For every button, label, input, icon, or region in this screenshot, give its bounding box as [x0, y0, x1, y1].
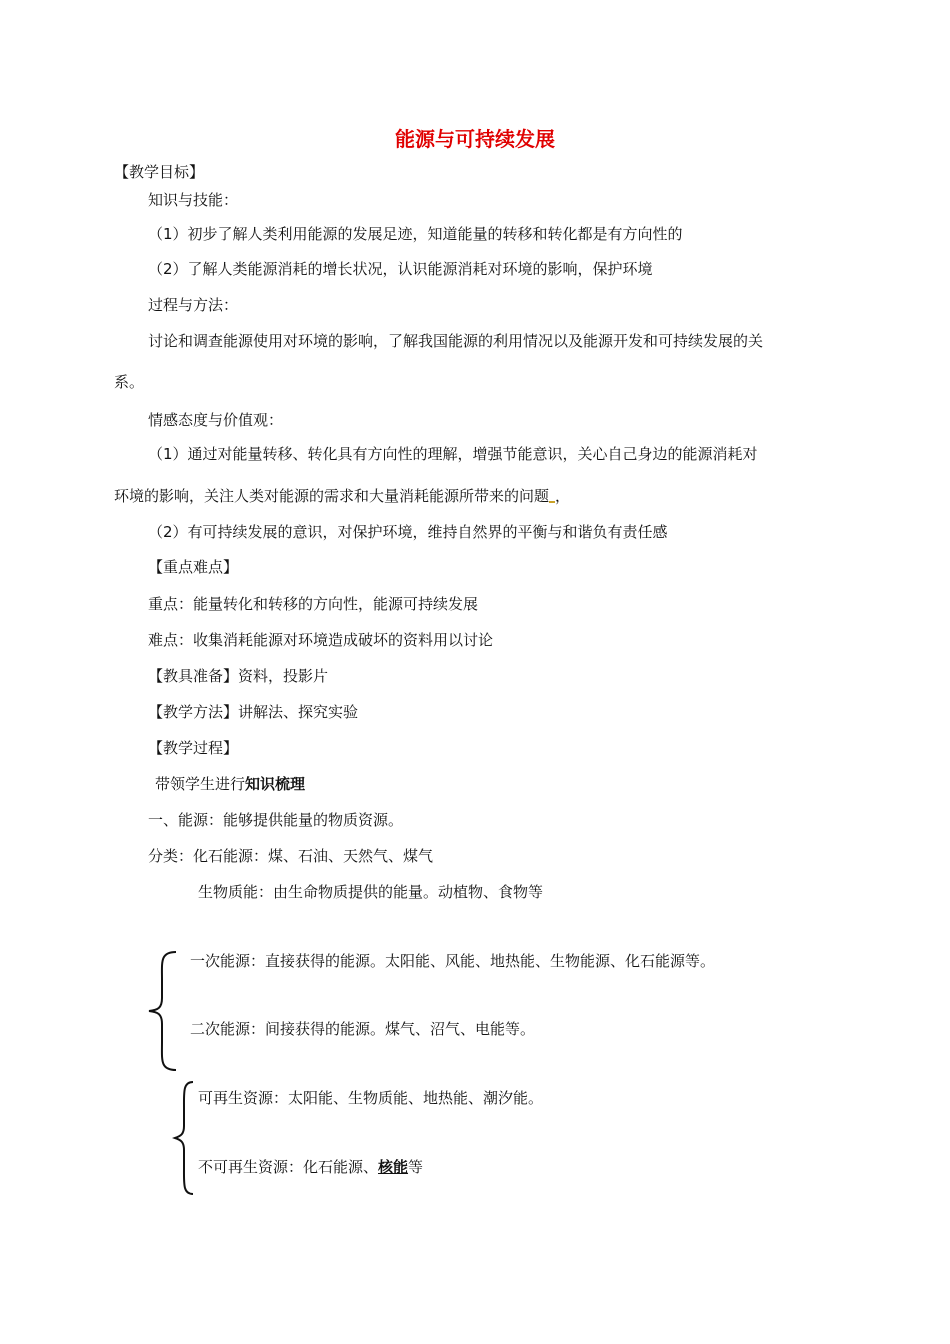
brace-renewable	[172, 1080, 196, 1196]
tools-header: 【教具准备】	[148, 667, 239, 685]
emotion-item-1-end: ，	[555, 487, 571, 505]
knowledge-header: 知识与技能：	[148, 191, 239, 209]
nonrenewable-prefix: 不可再生资源：化石能源、	[198, 1158, 379, 1176]
process-line-2: 系。	[114, 373, 145, 391]
process2-header: 【教学过程】	[148, 739, 239, 757]
classification-fossil: 分类：化石能源：煤、石油、天然气、煤气	[148, 847, 434, 865]
page-title: 能源与可持续发展	[395, 127, 555, 151]
method-text: 讲解法、探究实验	[238, 703, 359, 721]
renewable-resources: 可再生资源：太阳能、生物质能、地热能、潮汐能。	[198, 1089, 544, 1107]
secondary-energy: 二次能源：间接获得的能源。煤气、沼气、电能等。	[190, 1020, 536, 1038]
key-point: 重点：能量转化和转移的方向性，能源可持续发展	[148, 595, 479, 613]
lead-line	[155, 774, 305, 794]
knowledge-item-1: （1）初步了解人类利用能源的发展足迹，知道能量的转移和转化都是有方向性的	[148, 225, 683, 243]
key-header: 【重点难点】	[148, 558, 239, 576]
difficult-point: 难点：收集消耗能源对环境造成破坏的资料用以讨论	[148, 631, 494, 649]
classification-biomass: 生物质能：由生命物质提供的能量。动植物、食物等	[198, 883, 544, 901]
emotion-item-1-line-2	[114, 486, 570, 506]
emotion-item-2: （2）有可持续发展的意识，对保护环境，维持自然界的平衡与和谐负有责任感	[148, 523, 668, 541]
nonrenewable-bold: 核能	[378, 1158, 409, 1176]
emotion-header: 情感态度与价值观：	[148, 411, 284, 429]
emotion-item-1-line-1: （1）通过对能量转移、转化具有方向性的理解，增强节能意识，关心自己身边的能源消耗对	[148, 445, 758, 463]
knowledge-item-2: （2）了解人类能源消耗的增长状况，认识能源消耗对环境的影响，保护环境	[148, 260, 653, 278]
process-header: 过程与方法：	[148, 296, 239, 314]
method-header: 【教学方法】	[148, 703, 239, 721]
tools-line	[148, 666, 328, 686]
primary-energy: 一次能源：直接获得的能源。太阳能、风能、地热能、生物能源、化石能源等。	[190, 952, 716, 970]
nonrenewable-suffix: 等	[408, 1158, 424, 1176]
brace-primary-secondary	[146, 950, 180, 1072]
method-line	[148, 702, 358, 722]
tools-text: 资料，投影片	[238, 667, 329, 685]
lead-bold: 知识梳理	[245, 775, 306, 793]
goals-header: 【教学目标】	[114, 163, 205, 181]
lead-prefix: 带领学生进行	[155, 775, 246, 793]
process-line-1: 讨论和调查能源使用对环境的影响，了解我国能源的利用情况以及能源开发和可持续发展的关	[148, 332, 764, 350]
nonrenewable-line	[198, 1157, 423, 1177]
energy-definition: 一、能源：能够提供能量的物质资源。	[148, 811, 404, 829]
emotion-item-1-text: 环境的影响，关注人类对能源的需求和大量消耗能源所带来的问题	[114, 487, 550, 505]
